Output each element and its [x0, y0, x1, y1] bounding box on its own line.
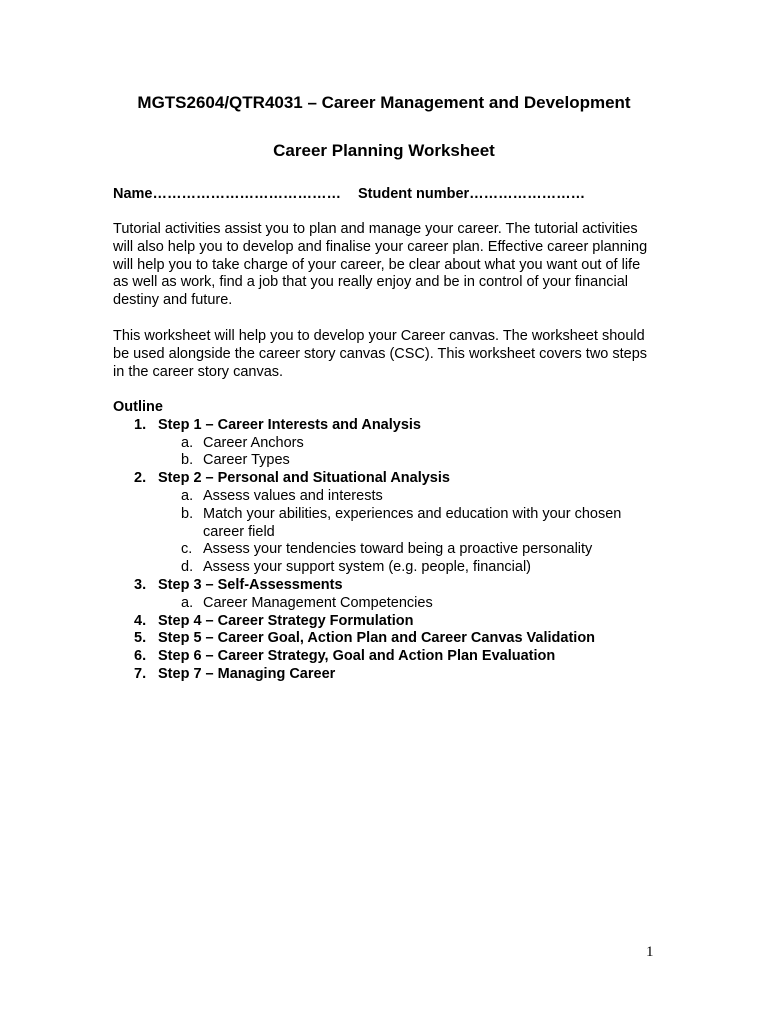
outline-subitem — [113, 541, 658, 559]
outline-subitem — [113, 452, 658, 470]
step-label: Step 5 – Career Goal, Action Plan and Career Canvas Validation — [158, 630, 596, 647]
worksheet-description-paragraph: This worksheet will help you to develop your Career canvas. The worksheet should be used alongside the career story canvas (CSC). This worksheet covers two steps in the career story canvas. — [113, 328, 648, 380]
subitem-text: Career Anchors — [203, 434, 304, 451]
subitem-letter: b. — [181, 452, 194, 469]
outline-step — [113, 666, 658, 684]
outline-step — [113, 417, 658, 435]
subitem-text: Assess values and interests — [203, 487, 383, 504]
subitem-letter: c. — [181, 541, 193, 558]
step-label: Step 7 – Managing Career — [158, 665, 336, 682]
subitem-letter: a. — [181, 487, 194, 504]
subitem-letter: a. — [181, 594, 194, 611]
subitem-text: Career Management Competencies — [203, 594, 433, 611]
step-label: Step 3 – Self-Assessments — [158, 576, 343, 593]
document-title: Career Planning Worksheet — [273, 141, 495, 160]
name-field-label: Name………………………………… — [113, 186, 341, 202]
course-title: MGTS2604/QTR4031 – Career Management and Development — [137, 93, 631, 112]
step-number: 7. — [134, 665, 147, 682]
outline-step — [113, 648, 658, 666]
outline-subitem — [113, 435, 658, 453]
step-label: Step 1 – Career Interests and Analysis — [158, 416, 421, 433]
step-number: 1. — [134, 416, 147, 433]
student-number-field-label: Student number…………………… — [358, 186, 586, 202]
subitem-letter: a. — [181, 434, 194, 451]
subitem-text: Career Types — [203, 452, 290, 469]
outline-heading: Outline — [113, 399, 163, 415]
subitem-text: Assess your tendencies toward being a proactive personality — [203, 541, 593, 558]
subitem-text: Assess your support system (e.g. people, financial) — [203, 559, 532, 576]
step-number: 6. — [134, 648, 147, 665]
outline-subitem — [113, 559, 658, 577]
outline-subitem — [113, 506, 658, 542]
step-number: 3. — [134, 576, 147, 593]
page-number: 1 — [646, 944, 654, 960]
subitem-text: Match your abilities, experiences and education with your chosen career field — [203, 505, 622, 540]
subitem-letter: d. — [181, 559, 194, 576]
intro-paragraph: Tutorial activities assist you to plan and manage your career. The tutorial activities will also help you to develop and finalise your career plan. Effective career planning will help you to take charge of your career, be clear about what you want out of life as well as work, find a job that you really enjoy and be in control of your financial destiny and future. — [113, 221, 648, 309]
outline-subitem — [113, 595, 658, 613]
step-label: Step 2 – Personal and Situational Analysis — [158, 470, 450, 487]
step-label: Step 6 – Career Strategy, Goal and Action Plan Evaluation — [158, 648, 556, 665]
step-number: 2. — [134, 470, 147, 487]
step-number: 4. — [134, 612, 147, 629]
outline-step — [113, 630, 658, 648]
outline-section — [113, 399, 658, 684]
step-number: 5. — [134, 630, 147, 647]
step-label: Step 4 – Career Strategy Formulation — [158, 612, 414, 629]
subitem-letter: b. — [181, 505, 194, 522]
outline-step — [113, 470, 658, 488]
name-and-student-number-line — [113, 184, 585, 204]
outline-step — [113, 577, 658, 595]
outline-step — [113, 613, 658, 631]
outline-subitem — [113, 488, 658, 506]
